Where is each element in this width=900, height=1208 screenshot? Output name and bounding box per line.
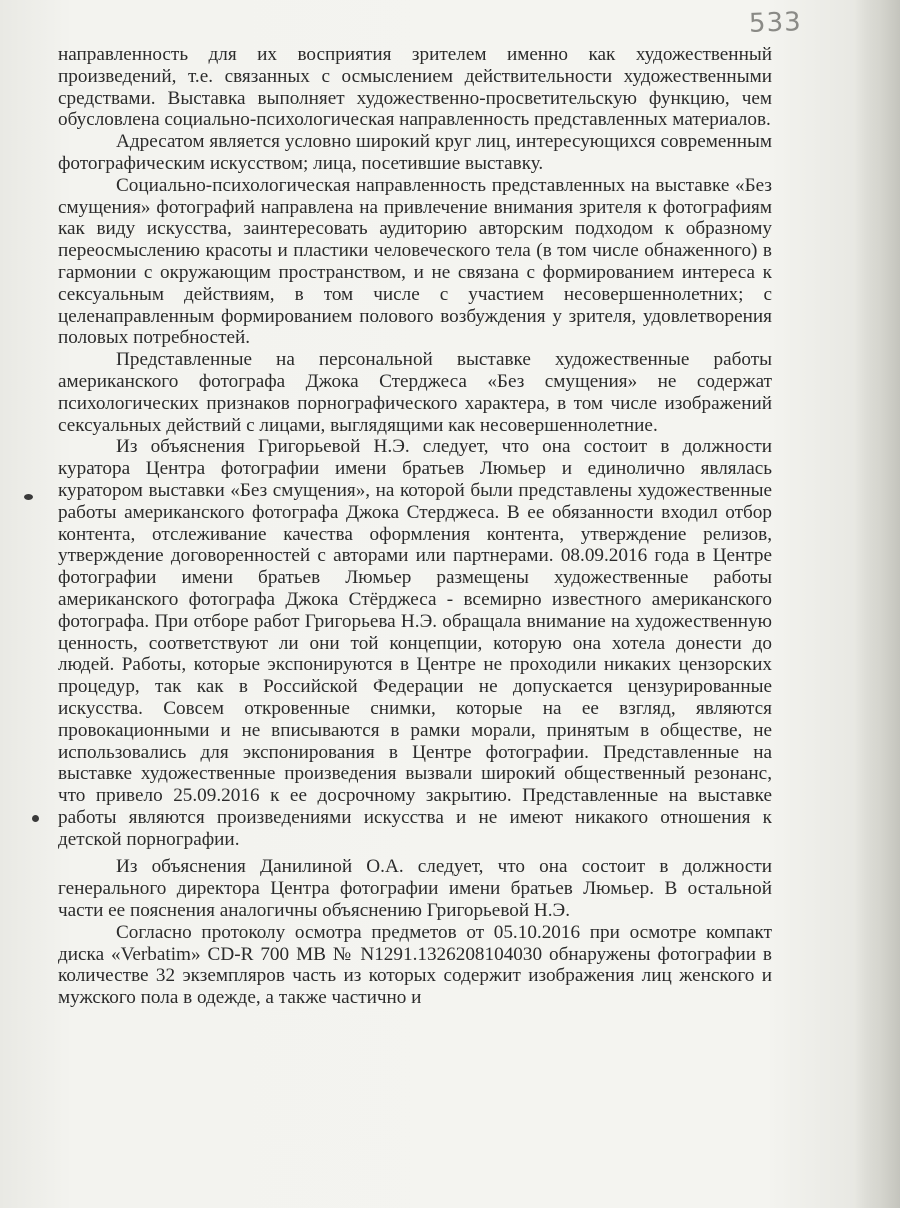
margin-mark [24,494,33,500]
page-edge-shadow [854,0,900,1208]
paragraph: направленность для их восприятия зрителем именно как художественный произведений, т.е. связанных с осмыслением действительности художественными средствами. Выставка выполняет художественно-просветительскую функцию, чем обусловлена социально-психологическая направленность представленных материалов. [58,44,772,131]
paragraph: Согласно протоколу осмотра предметов от 05.10.2016 при осмотре компакт диска «Verbatim» CD-R 700 MB № N1291.1326208104030 обнаружены фотографии в количестве 32 экземпляров часть из которых содержит изображения лиц женского и мужского пола в одежде, а также частично и [58,921,772,1009]
margin-mark [32,815,39,822]
paragraph: Социально-психологическая направленность представленных на выставке «Без смущения» фотографий направлена на привлечение внимания зрителя к фотографиям как виду искусства, заинтересовать аудиторию авторским подходом к образному переосмыслению красоты и пластики человеческого тела (в том числе обнаженного) в гармонии с окружающим пространством, и не связана с формированием интереса к сексуальным действиям, в том числе с участием несовершеннолетних; с целенаправленным формированием полового возбуждения у зрителя, удовлетворения половых потребностей. [58,174,772,349]
document-body [58,44,772,1009]
page-number: 533 [748,7,803,39]
paragraph: Адресатом является условно широкий круг лиц, интересующихся современным фотографическим искусством; лица, посетившие выставку. [58,131,772,174]
paragraph: Представленные на персональной выставке художественные работы американского фотографа Джока Стерджеса «Без смущения» не содержат психологических признаков порнографического характера, в том числе изображений сексуальных действий с лицами, выглядящими как несовершеннолетние. [58,349,772,436]
paragraph: Из объяснения Григорьевой Н.Э. следует, что она состоит в должности куратора Центра фотографии имени братьев Люмьер и единолично являлась куратором выставки «Без смущения», на которой были представлены художественные работы американского фотографа Джока Стерджеса. В ее обязанности входил отбор контента, отслеживание качества оформления контента, утверждение релизов, утверждение договоренностей с авторами или партнерами. 08.09.2016 года в Центре фотографии имени братьев Люмьер размещены художественные работы американского фотографа Джока Стёрджеса - всемирно известного американского фотографа. При отборе работ Григорьева Н.Э. обращала внимание на художественную ценность, соответствуют ли они той концепции, которую она хотела донести до людей. Работы, которые экспонируются в Центре не проходили никаких цензорских процедур, так как в Российской Федерации не допускается цензурированные искусства. Совсем откровенные снимки, которые на ее взгляд, являются провокационными и не вписываются в рамки морали, принятым в обществе, не использовались для экспонирования в Центре фотографии. Представленные на выставке художественные произведения вызвали широкий общественный резонанс, что привело 25.09.2016 к ее досрочному закрытию. Представленные на выставке работы являются произведениями искусства и не имеют никакого отношения к детской порнографии. [58,436,772,850]
paragraph: Из объяснения Данилиной О.А. следует, что она состоит в должности генерального директора Центра фотографии имени братьев Люмьер. В остальной части ее пояснения аналогичны объяснению Григорьевой Н.Э. [58,856,772,922]
